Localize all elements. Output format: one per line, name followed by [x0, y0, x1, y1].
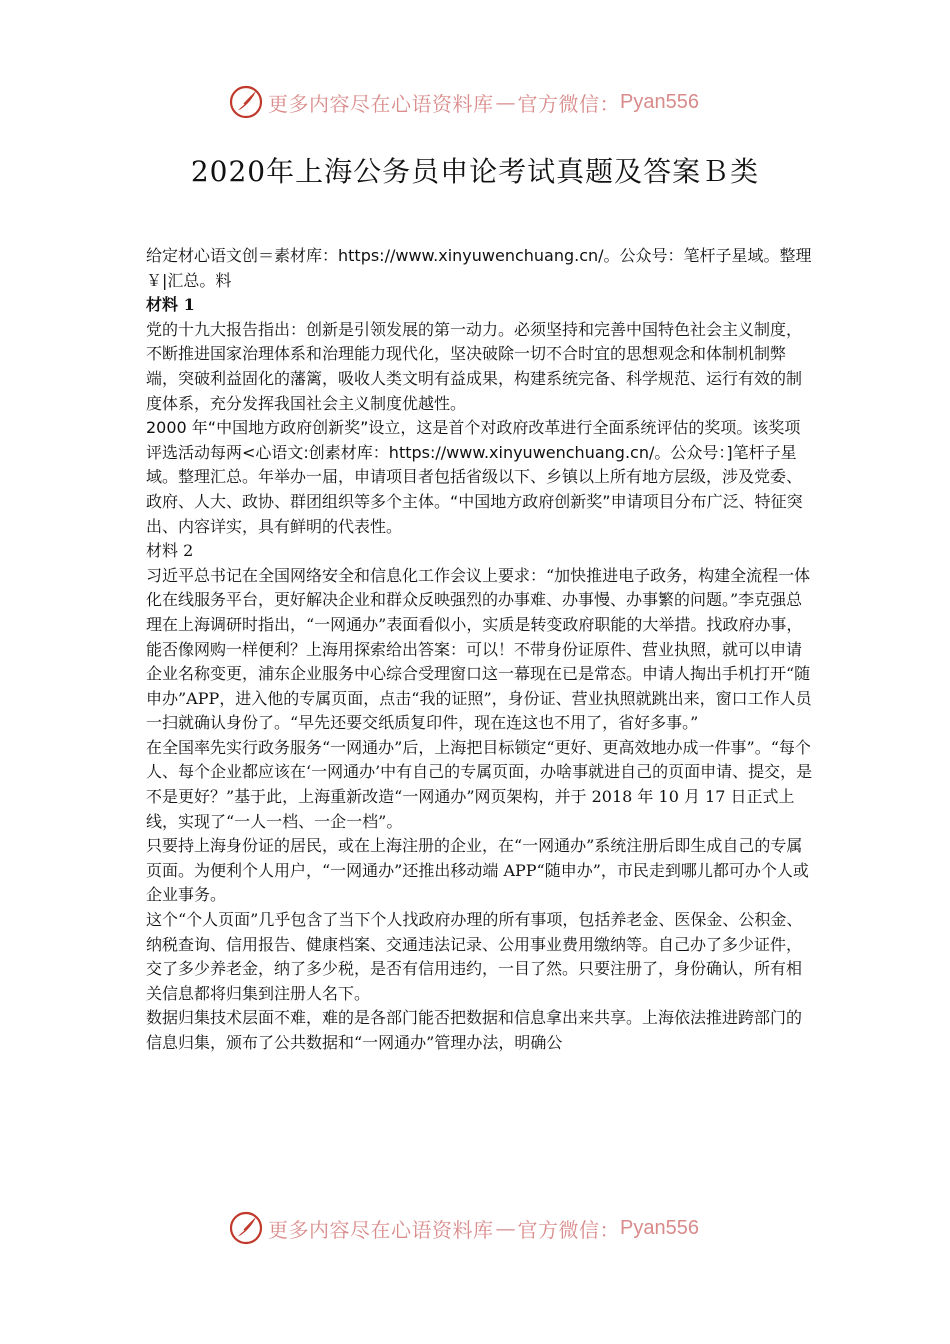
banner-separator: —: [495, 90, 516, 114]
material-2-paragraph-1: 习近平总书记在全国网络安全和信息化工作会议上要求：“加快推进电子政务，构建全流程一体化在线服务平台，更好解决企业和群众反映强烈的办事难、办事慢、办事繁的问题。”李克强总理在上海调研时指出，“一网通办”表面看似小，实质是转变政府职能的大举措。找政府办事，能否像网购一样便利？上海用探索给出答案：可以！不带身份证原件、营业执照，就可以申请企业名称变更，浦东企业服务中心综合受理窗口这一幕现在已是常态。申请人掏出手机打开“随申办”APP，进入他的专属页面，点击“我的证照”，身份证、营业执照就跳出来，窗口工作人员一扫就确认身份了。“早先还要交纸质复印件，现在连这也不用了，省好多事。”: [146, 565, 812, 733]
document-title: 2020年上海公务员申论考试真题及答案Ｂ类: [190, 155, 760, 188]
banner-separator: —: [495, 1216, 516, 1240]
banner-text: 更多内容尽在心语资料库: [268, 1217, 494, 1242]
material-1-heading: 材料 1: [146, 295, 195, 315]
intro-paragraph: 给定材心语文创＝素材库：https://www.xinyuwenchuang.cn/。公众号：笔杆子星域。整理￥|汇总。料: [146, 246, 812, 290]
material-2-paragraph-4: 这个“个人页面”几乎包含了当下个人找政府办理的所有事项，包括养老金、医保金、公积金、纳税查询、信用报告、健康档案、交通违法记录、公用事业费用缴纳等。自己办了多少证件，交了多少养老金，纳了多少税，是否有信用违约，一目了然。只要注册了，身份确认，所有相关信息都将归集到注册人名下。: [146, 910, 803, 1003]
quill-logo-icon: [228, 1210, 264, 1246]
banner-label: 官方微信：: [517, 91, 620, 116]
material-1-paragraph-1: 党的十九大报告指出：创新是引领发展的第一动力。必须坚持和完善中国特色社会主义制度，不断推进国家治理体系和治理能力现代化，坚决破除一切不合时宜的思想观念和体制机制弊端，突破利益固化的藩篱，吸收人类文明有益成果，构建系统完备、科学规范、运行有效的制度体系，充分发挥我国社会主义制度优越性。: [146, 319, 803, 413]
material-2-paragraph-2: 在全国率先实行政务服务“一网通办”后，上海把目标锁定“更好、更高效地办成一件事”。“每个人、每个企业都应该在‘一网通办’中有自己的专属页面，办啥事就进自己的页面申请、提交，是不是更好？”基于此，上海重新改造“一网通办”网页架构，并于 2018 年 10 月 17 日正式上线，实现了“一人一档、一企一档”。: [146, 737, 813, 831]
material-2-heading: 材料 2: [146, 541, 194, 561]
banner-text: 更多内容尽在心语资料库: [268, 91, 494, 116]
banner-label: 官方微信：: [517, 1217, 620, 1242]
material-1-paragraph-2: 2000 年“中国地方政府创新奖”设立，这是首个对政府改革进行全面系统评估的奖项。该奖项评选活动每两<心语文:创素材库：https://www.xinyuwenchuang.cn/。公众号：]笔杆子星域。整理汇总。年举办一届，申请项目者包括省级以下、乡镇以上所有地方层级，涉及党委、政府、人大、政协、群团组织等多个主体。“中国地方政府创新奖”申请项目分布广泛、特征突出、内容详实，具有鲜明的代表性。: [146, 418, 803, 536]
footer-banner: [228, 1210, 728, 1246]
material-2-paragraph-5: 数据归集技术层面不难，难的是各部门能否把数据和信息拿出来共享。上海依法推进跨部门的信息归集，颁布了公共数据和“一网通办”管理办法，明确公: [146, 1008, 803, 1052]
header-banner: [228, 84, 728, 120]
material-2-paragraph-3: 只要持上海身份证的居民，或在上海注册的企业，在“一网通办”系统注册后即生成自己的专属页面。为便利个人用户，“一网通办”还推出移动端 APP“随申办”，市民走到哪儿都可办个人或企业事务。: [146, 836, 809, 905]
banner-wechat-id: Pyan556: [620, 1216, 699, 1239]
banner-wechat-id: Pyan556: [620, 90, 699, 113]
document-body: [146, 244, 814, 1056]
quill-logo-icon: [228, 84, 264, 120]
